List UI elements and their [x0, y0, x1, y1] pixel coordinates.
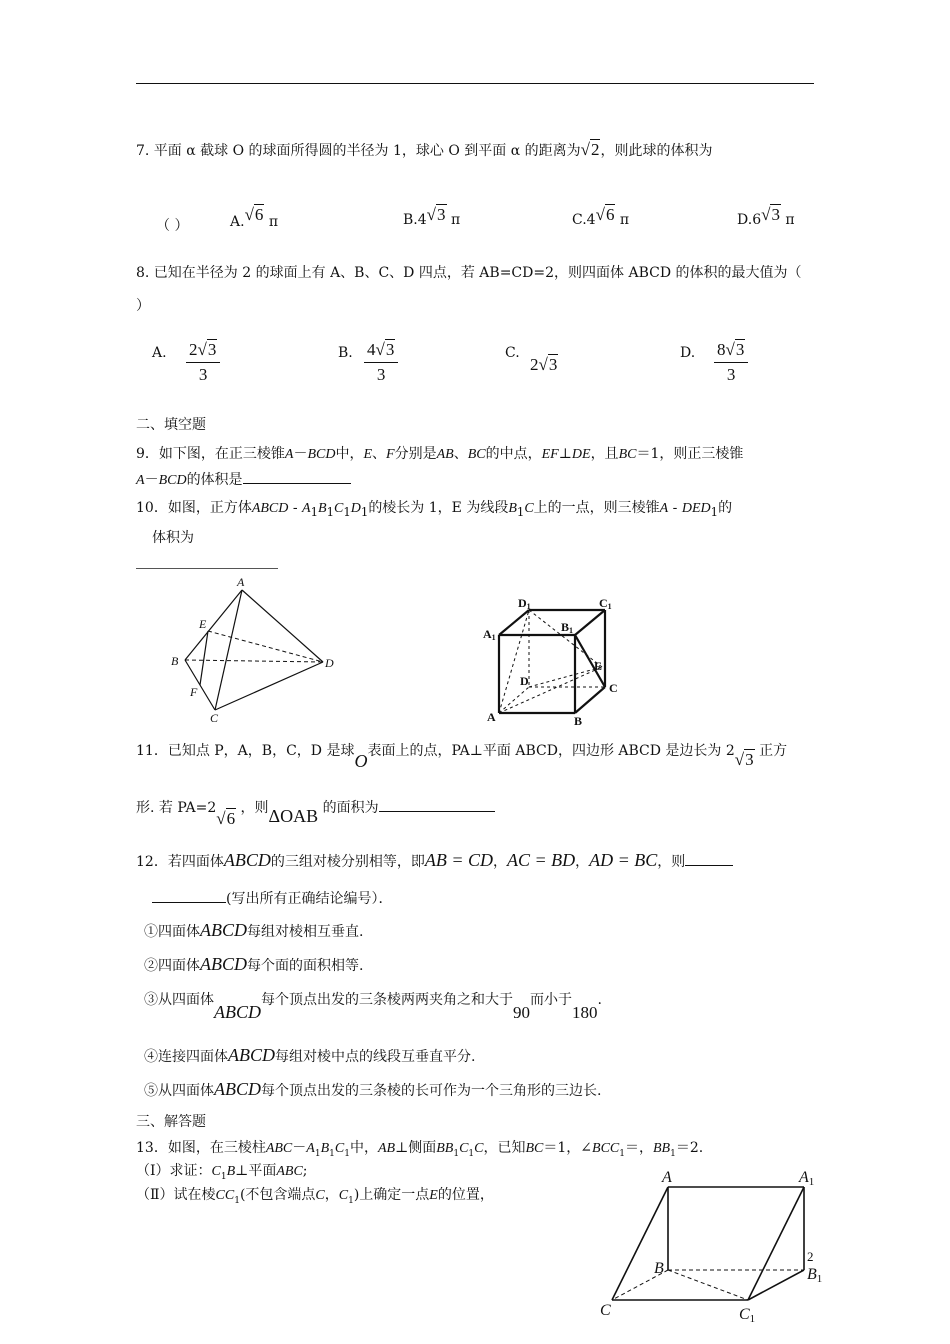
q12-item-3: ③从四面体ABCD每个顶点出发的三条棱两两夹角之和大于90而小于180. [144, 992, 602, 1022]
q12-answer-blank-1[interactable] [685, 853, 733, 866]
q8-option-a-label: A. [152, 345, 167, 361]
label-d1: D1 [518, 596, 531, 611]
q9-answer-blank[interactable] [243, 469, 351, 484]
label-a: A [662, 1169, 672, 1186]
edge-a1d1 [499, 610, 529, 635]
question-11-line-1: 11．已知点 P，A，B，C，D 是球O表面上的点，PA⊥平面 ABCD，四边形 ABCD 是边长为 2√3 正方 [136, 743, 788, 771]
edge-bc [575, 687, 605, 713]
segment-ad1-hidden [499, 610, 529, 713]
q8-option-c-label: C. [505, 345, 520, 361]
label-b1: B1 [561, 620, 574, 635]
top-rule [136, 83, 814, 84]
q12-item-2: ②四面体ABCD每个面的面积相等. [144, 954, 364, 974]
fig-prism [596, 1165, 836, 1340]
q8-option-a-fraction: $\frac{2√3}{3}$ [186, 340, 220, 385]
q7-option-d: D.6√3 π [737, 205, 795, 228]
label-d: D [520, 674, 529, 688]
label-c1: C1 [599, 596, 612, 611]
question-13-line-1: 13．如图，在三棱柱$ABC-A_1B_1C_1$中，AB⊥侧面$BB_1C_1C$，已知BC＝1，$\angle BCC_1=$，$BB_1=2$. [136, 1140, 704, 1159]
fig-cube [477, 595, 627, 725]
label-b: B [171, 654, 179, 668]
q8-option-c-value: 2√3 [530, 355, 558, 374]
edge-bd-hidden [185, 660, 323, 662]
section-2-heading: 二、填空题 [136, 417, 206, 433]
label-a1: A1 [483, 627, 496, 642]
q12-item-4: ④连接四面体ABCD每组对棱中点的线段互垂直平分. [144, 1045, 476, 1065]
edge-b1c1 [575, 610, 605, 635]
edge-ad-hidden [499, 687, 529, 713]
q7-option-c: C.4√6 π [572, 205, 630, 228]
q8-option-d-label: D. [680, 345, 696, 361]
question-8: 8. 已知在半径为 2 的球面上有 A、B、C、D 四点，若 AB=CD=2，则四面体 ABCD 的体积的最大值为（ [136, 265, 802, 281]
question-12-line-2: (写出所有正确结论编号）． [152, 888, 392, 908]
question-13-part-1: （Ⅰ）求证：$C_1B\perp$平面ABC; [136, 1163, 308, 1182]
edge-cd [215, 662, 323, 710]
q8-option-d-fraction: $\frac{8√3}{3}$ [714, 340, 748, 385]
label-d: D [325, 656, 334, 670]
question-12-line-1: 12．若四面体ABCD的三组对棱分别相等，即AB = CD，AC = BD，AD = BC，则 [136, 850, 733, 871]
question-11-line-2: 形. 若 PA=2√6 ，则ΔOAB 的面积为 [136, 796, 495, 817]
q12-item-5: ⑤从四面体ABCD每个顶点出发的三条棱的长可作为一个三角形的三边长. [144, 1079, 602, 1099]
q10-answer-blank[interactable] [136, 568, 278, 569]
question-10-line-1: 10．如图，正方体ABCD - $A_1B_1C_1D_1$的棱长为 1，E 为线段$B_1C$上的一点，则三棱锥A - $DED_1$的 [136, 500, 733, 519]
q8-option-b-label: B. [338, 345, 353, 361]
segment-bc1-hidden [668, 1270, 748, 1300]
q7-option-a: A.√6 π [230, 205, 279, 230]
question-9-line-2: A－BCD的体积是 [136, 469, 351, 489]
label-b1: B1 [807, 1266, 823, 1285]
fig-tetrahedron [165, 575, 340, 725]
label-f: F [190, 685, 198, 699]
question-8-close: ） [136, 298, 150, 314]
segment-d1e-hidden [529, 610, 602, 667]
question-7: 7. 平面 α 截球 O 的球面所得圆的半径为 1，球心 O 到平面 α 的距离为√2，则此球的体积为 [136, 140, 713, 159]
q11-answer-blank[interactable] [379, 797, 495, 812]
label-b: B [574, 714, 583, 725]
q12-item-1: ①四面体ABCD每组对棱相互垂直. [144, 920, 364, 940]
q7-answer-paren: （ ） [156, 218, 189, 234]
question-9-line-1: 9．如下图，在正三棱锥A－BCD中，E、F分别是AB、BC的中点，EF⊥DE，且BC＝1，则正三棱锥 [136, 446, 744, 462]
section-3-heading: 三、解答题 [136, 1114, 206, 1130]
segment-ae-hidden [499, 667, 602, 713]
label-a: A [237, 575, 245, 589]
label-e: E [594, 659, 603, 673]
sqrt-2: √2 [580, 140, 600, 159]
label-a1: A1 [799, 1169, 815, 1188]
edge-ac [612, 1187, 668, 1300]
question-10-line-2: 体积为 [152, 530, 194, 546]
segment-ef [200, 631, 208, 685]
label-c: C [609, 681, 618, 695]
edge-c1b1 [748, 1270, 804, 1300]
edge-a1c1 [748, 1187, 804, 1300]
q8-option-b-fraction: $\frac{4√3}{3}$ [364, 340, 398, 385]
label-c1: C1 [739, 1306, 756, 1325]
q7-option-b: B.4√3 π [403, 205, 461, 228]
question-13-part-2: （Ⅱ）试在棱$CC_1$(不包含端点C，$C_1$)上确定一点E的位置， [136, 1187, 494, 1206]
label-a: A [487, 710, 496, 724]
q12-answer-blank-2[interactable] [152, 890, 226, 903]
label-c: C [210, 711, 219, 725]
label-c: C [600, 1302, 611, 1319]
label-e: E [199, 617, 207, 631]
label-b: B [654, 1260, 664, 1277]
segment-de-hidden [529, 667, 602, 687]
label-length-2: 2 [807, 1249, 814, 1264]
edge-ab [185, 590, 242, 660]
edge-ac [215, 590, 242, 710]
